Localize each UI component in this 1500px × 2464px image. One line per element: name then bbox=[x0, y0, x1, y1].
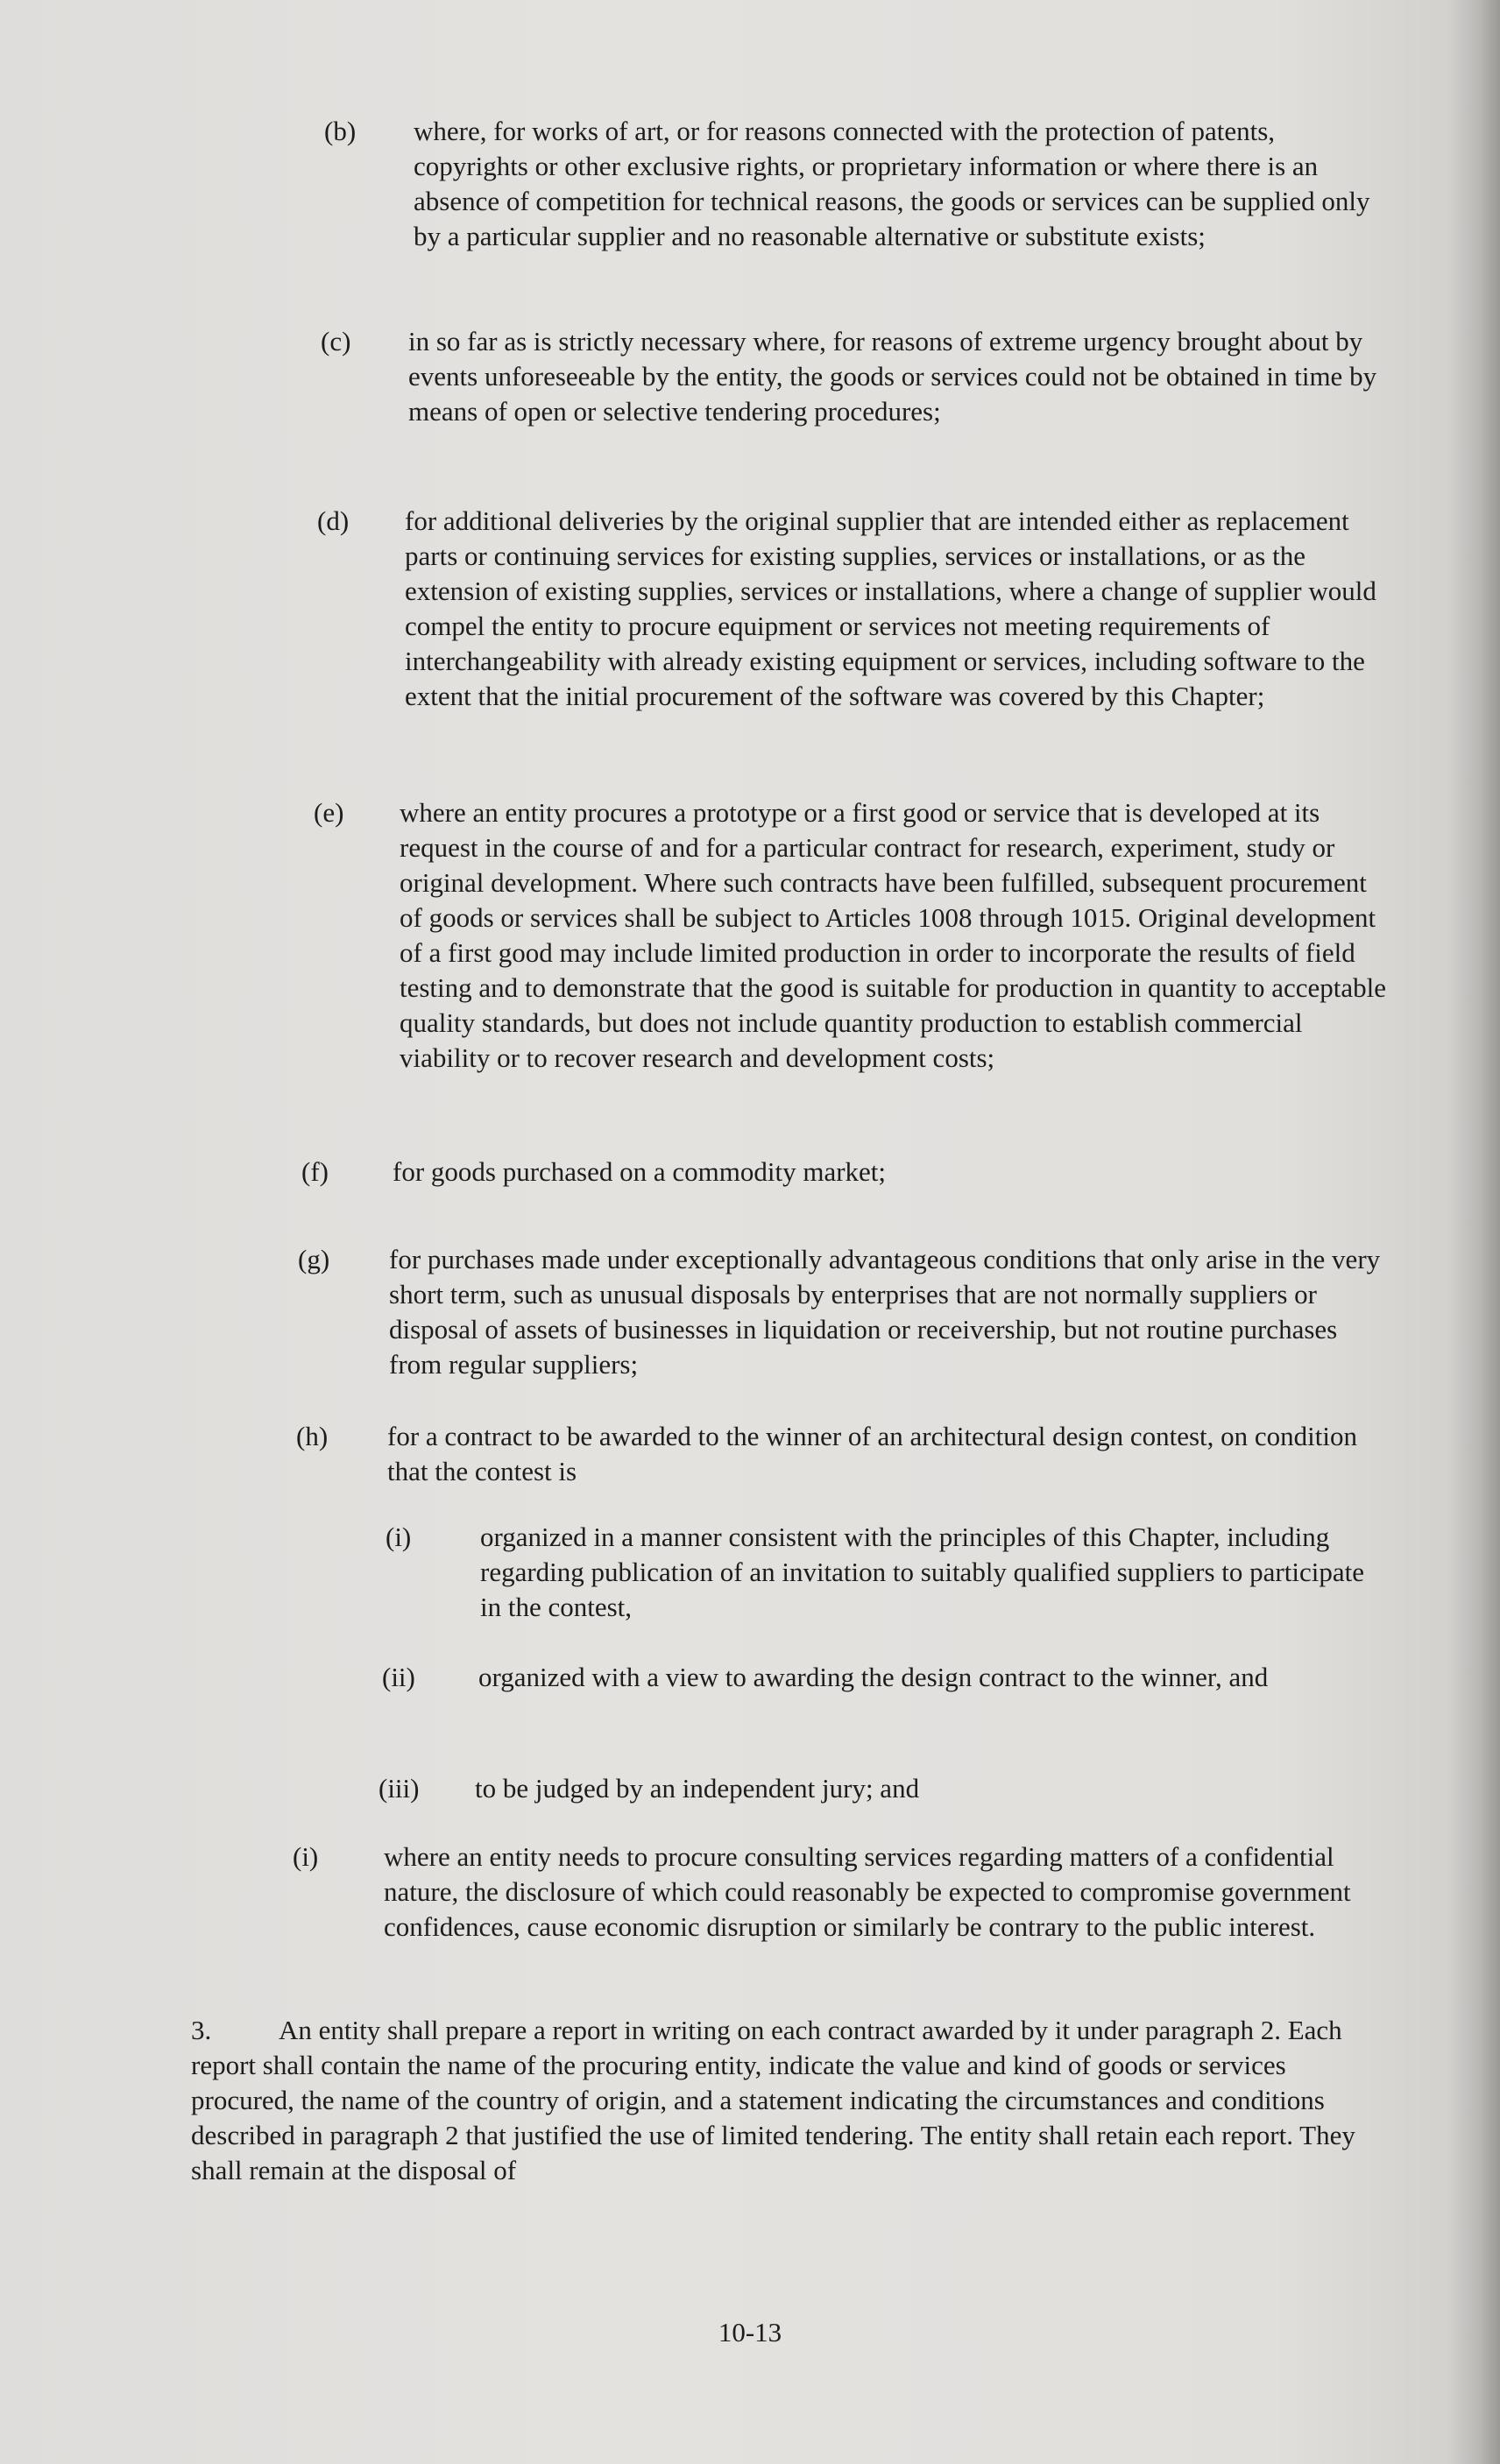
subclause-h-ii-label: (ii) bbox=[382, 1662, 415, 1692]
clause-d-text: for additional deliveries by the original supplier that are intended either as replacement parts or continuing services for existing supplies, services or installations, or as the extension of existing supplies, services or installations, where a change of supplier would compel the entity to procure equipment or services not meeting requirements of interchangeability with already existing equipment or services, including software to the extent that the initial procurement of the software was covered by this Chapter; bbox=[405, 505, 1376, 711]
clause-g-text: for purchases made under exceptionally advantageous conditions that only arise in the very short term, such as unusual disposals by enterprises that are not normally suppliers or disposal of assets of businesses in liquidation or receivership, but not routine purchases from regular suppliers; bbox=[389, 1244, 1381, 1380]
subclause-h-i bbox=[386, 1520, 1376, 1634]
clause-i-final-text: where an entity needs to procure consulting services regarding matters of a confidential nature, the disclosure of which could reasonably be expected to compromise government confidences, cause economic disruption or similarly be contrary to the public interest. bbox=[384, 1841, 1351, 1942]
clause-h-label: (h) bbox=[296, 1421, 329, 1451]
clause-c bbox=[321, 324, 1381, 473]
clause-e-label: (e) bbox=[314, 797, 344, 828]
clause-c-label: (c) bbox=[321, 326, 351, 357]
paragraph-3-text: An entity shall prepare a report in writing on each contract awarded by it under paragraph 2. Each report shall contain the name of the procuring entity, indicate the value and kind of goods or services procured, the name of the country of origin, and a statement indicating the circumstances and conditions described in paragraph 2 that justified the use of limited tendering. The entity shall retain each report. They shall remain at the disposal of bbox=[191, 2015, 1355, 2185]
clause-d-label: (d) bbox=[317, 505, 350, 536]
clause-c-text: in so far as is strictly necessary where, for reasons of extreme urgency brought about by events unforeseeable by the entity, the goods or services could not be obtained in time by means of open or selective tendering procedures; bbox=[408, 326, 1377, 427]
clause-f bbox=[301, 1154, 1379, 1190]
clause-f-label: (f) bbox=[301, 1156, 329, 1187]
subclause-h-i-text: organized in a manner consistent with the principles of this Chapter, including regarding publication of an invitation to suitably qualified suppliers to participate in the contest, bbox=[480, 1521, 1364, 1622]
page-edge-shadow bbox=[1447, 0, 1500, 2464]
subclause-h-ii bbox=[382, 1660, 1372, 1739]
subclause-h-ii-text: organized with a view to awarding the design contract to the winner, and bbox=[478, 1662, 1269, 1692]
clause-g bbox=[298, 1242, 1384, 1391]
page-number: 10-13 bbox=[718, 2317, 782, 2348]
clause-i-final-label: (i) bbox=[293, 1841, 319, 1872]
subclause-h-i-label: (i) bbox=[386, 1521, 412, 1552]
paragraph-3-number: 3. bbox=[191, 2015, 212, 2045]
subclause-h-iii-label: (iii) bbox=[379, 1773, 420, 1804]
clause-e-text: where an entity procures a prototype or a first good or service that is developed at its request in the course of and for a particular contract for research, experiment, study or original development. Where such contracts have been fulfilled, subsequent procurement of goods or services shall be subject to Articles 1008 through 1015. Original development of a first good may include limited production in order to incorporate the results of field testing and to demonstrate that the good is suitable for production in quantity to acceptable quality standards, but does not include quantity production to establish commercial viability or to recover research and development costs; bbox=[400, 797, 1387, 1073]
clause-d bbox=[317, 504, 1395, 766]
clause-b bbox=[324, 114, 1384, 298]
clause-g-label: (g) bbox=[298, 1244, 330, 1274]
subclause-h-iii bbox=[379, 1771, 1369, 1806]
clause-e bbox=[314, 795, 1391, 1128]
subclause-h-iii-text: to be judged by an independent jury; and bbox=[475, 1773, 920, 1804]
paragraph-3 bbox=[191, 2013, 1356, 2188]
clause-f-text: for goods purchased on a commodity market; bbox=[393, 1156, 887, 1187]
clause-h bbox=[296, 1419, 1383, 1498]
clause-h-text: for a contract to be awarded to the winner of an architectural design contest, on condition that the contest is bbox=[387, 1421, 1357, 1486]
clause-i-final bbox=[293, 1839, 1379, 1988]
clause-b-label: (b) bbox=[324, 116, 357, 146]
clause-b-text: where, for works of art, or for reasons connected with the protection of patents, copyrights or other exclusive rights, or proprietary information or where there is an absence of competition for technical reasons, the goods or services can be supplied only by a particular supplier and no reasonable alternative or substitute exists; bbox=[414, 116, 1370, 251]
